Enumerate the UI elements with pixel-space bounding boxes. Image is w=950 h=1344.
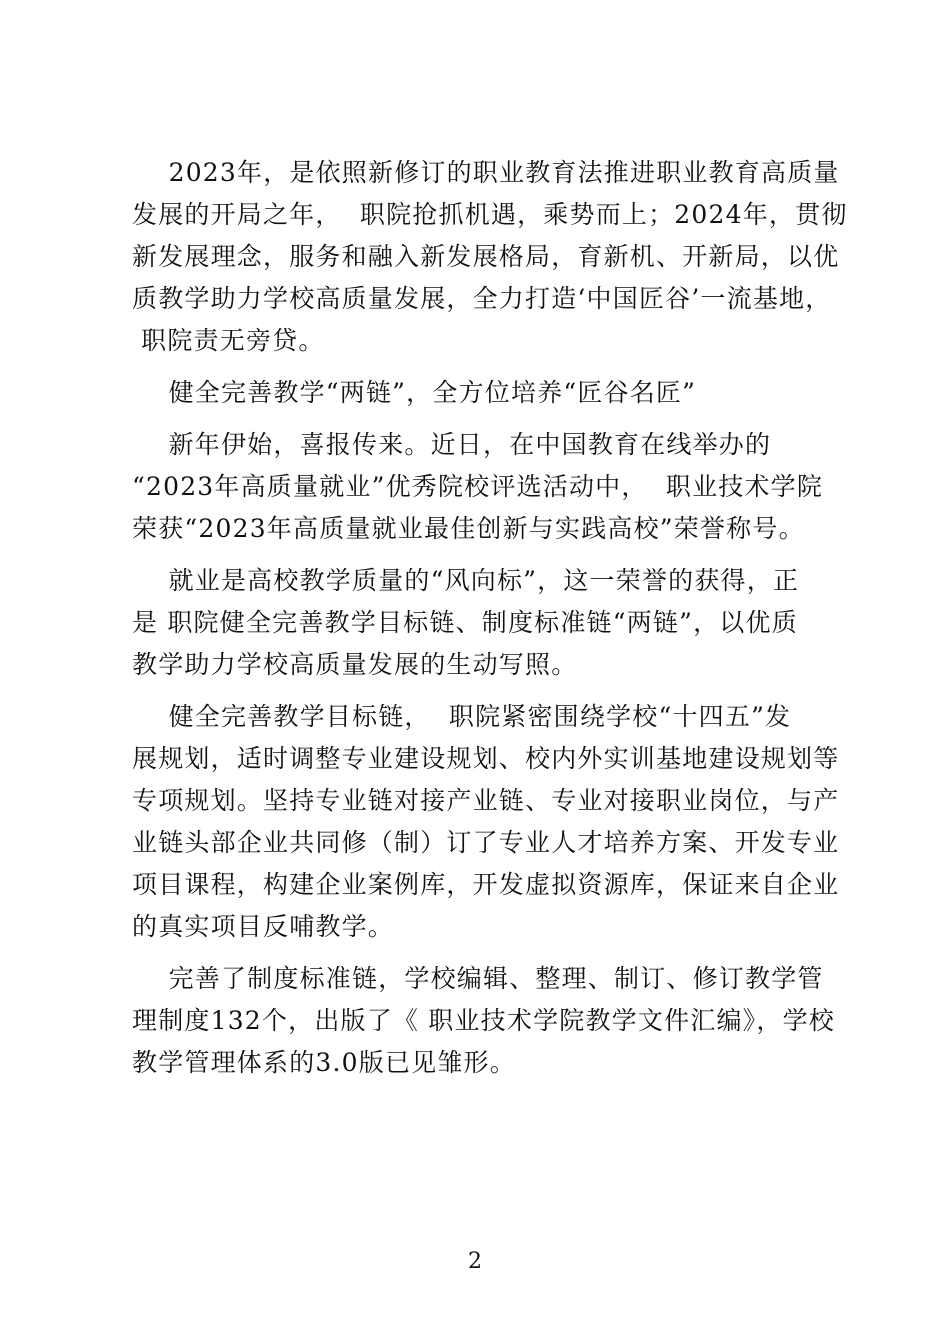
page-number: 2 bbox=[468, 1249, 482, 1274]
text-line: 就业是高校教学质量的“风向标”，这一荣誉的获得，正 bbox=[132, 566, 800, 595]
text-line: 质教学助力学校高质量发展，全力打造‘中国匠谷’一流基地， bbox=[132, 284, 832, 313]
text-line: 荣获“2023年高质量就业最佳创新与实践高校”荣誉称号。 bbox=[132, 514, 805, 543]
paragraph-target-chain bbox=[132, 696, 840, 948]
text-line: 新年伊始，喜报传来。近日，在中国教育在线举办的 bbox=[132, 430, 772, 459]
text-line: 是 职院健全完善教学目标链、制度标准链“两链”，以优质 bbox=[132, 608, 798, 637]
text-line: 健全完善教学目标链， 职院紧密围绕学校“十四五”发 bbox=[132, 702, 792, 731]
paragraph-employment bbox=[132, 560, 832, 686]
text-line: 展规划，适时调整专业建设规划、校内外实训基地建设规划等 bbox=[132, 744, 840, 773]
text-line: 教学管理体系的3.0版已见雏形。 bbox=[132, 1048, 516, 1077]
text-line: 完善了制度标准链，学校编辑、整理、制订、修订教学管 bbox=[132, 964, 824, 993]
paragraph-news bbox=[132, 424, 832, 550]
text-line: 业链头部企业共同修（制）订了专业人才培养方案、开发专业 bbox=[132, 828, 840, 857]
text-line: “2023年高质量就业”优秀院校评选活动中， 职业技术学院 bbox=[132, 472, 824, 501]
text-line: 的真实项目反哺教学。 bbox=[132, 912, 395, 941]
paragraph-standard-chain bbox=[132, 958, 835, 1084]
text-line: 项目课程，构建企业案例库，开发虚拟资源库，保证来自企业 bbox=[132, 870, 840, 899]
text-line: 新发展理念，服务和融入新发展格局，育新机、开新局，以优 bbox=[132, 242, 840, 271]
text-line: 发展的开局之年， 职院抢抓机遇，乘势而上；2024年，贯彻 bbox=[132, 200, 848, 229]
body-text bbox=[132, 152, 848, 1084]
section-heading bbox=[132, 372, 832, 414]
paragraph-intro bbox=[132, 152, 848, 362]
text-line: 专项规划。坚持专业链对接产业链、专业对接职业岗位，与产 bbox=[132, 786, 840, 815]
text-line: 理制度132个，出版了《 职业技术学院教学文件汇编》，学校 bbox=[132, 1006, 835, 1035]
text-line: 职院责无旁贷。 bbox=[132, 326, 325, 355]
text-line: 教学助力学校高质量发展的生动写照。 bbox=[132, 650, 578, 679]
text-line: 2023年，是依照新修订的职业教育法推进职业教育高质量 bbox=[132, 158, 840, 187]
text-line: 健全完善教学“两链”，全方位培养“匠谷名匠” bbox=[132, 378, 697, 407]
